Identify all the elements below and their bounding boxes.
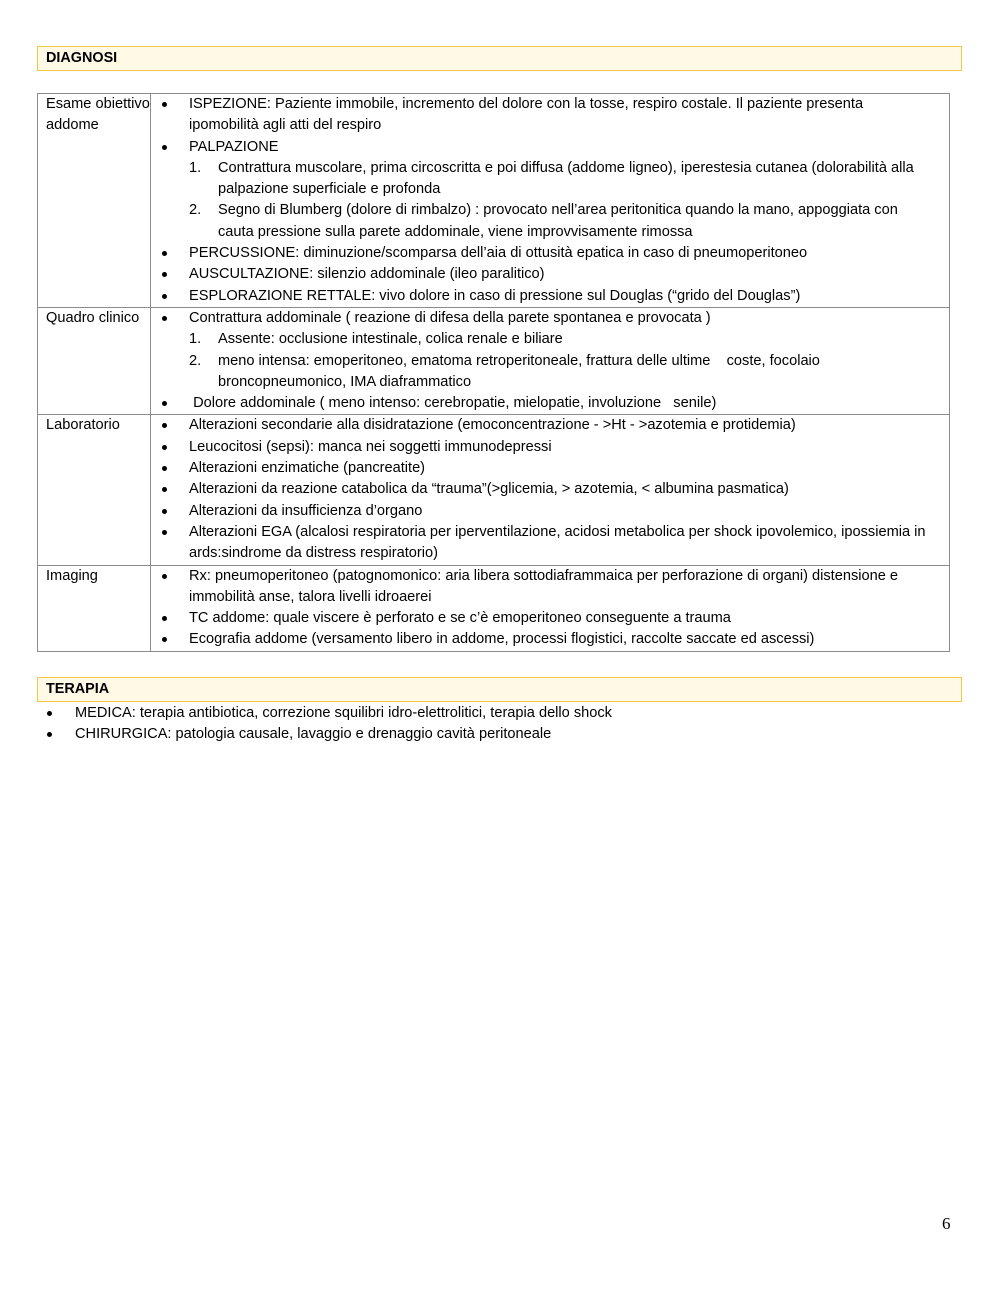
list-item — [151, 501, 935, 522]
table-row — [38, 307, 950, 414]
numbered-item — [151, 329, 935, 350]
bullet-list — [151, 566, 935, 651]
table-row — [38, 415, 950, 565]
row-label: Imaging — [38, 565, 151, 651]
list-item-text: Alterazioni enzimatiche (pancreatite) — [189, 460, 426, 477]
row-content — [151, 94, 950, 308]
list-item-text: Alterazioni da insufficienza d’organo — [189, 502, 423, 519]
diagnosi-header — [37, 46, 962, 71]
list-item-text: PALPAZIONE — [189, 138, 279, 155]
numbered-item-text: meno intensa: emoperitoneo, ematoma retroperitoneale, frattura delle ultime coste, focolaio broncopneumonico, IMA diaframmatico — [218, 352, 824, 390]
list-item — [37, 724, 962, 745]
list-item — [151, 264, 935, 285]
row-content — [151, 565, 950, 651]
list-item-text: MEDICA: terapia antibiotica, correzione squilibri idro-elettrolitici, terapia dello shock — [75, 705, 612, 721]
terapia-header — [37, 677, 962, 702]
numbered-item — [151, 158, 935, 201]
list-item-text: Alterazioni secondarie alla disidratazione (emoconcentrazione - >Ht - >azotemia e protidemia) — [189, 417, 796, 434]
list-item-text: Ecografia addome (versamento libero in addome, processi flogistici, raccolte saccate ed ascessi) — [189, 631, 815, 648]
terapia-list — [37, 703, 962, 746]
list-item — [151, 608, 935, 629]
list-item-text: Alterazioni EGA (alcalosi respiratoria per iperventilazione, acidosi metabolica per shock ipovolemico, ipossiemia in ards:sindrome da distress respiratorio) — [189, 523, 930, 562]
list-item — [151, 437, 935, 458]
list-item — [151, 308, 935, 329]
table-row — [38, 94, 950, 308]
list-item-text: CHIRURGICA: patologia causale, lavaggio e drenaggio cavità peritoneale — [75, 726, 552, 743]
numbered-item — [151, 200, 935, 243]
numbered-list — [151, 329, 935, 393]
bullet-list — [151, 94, 935, 307]
list-item — [151, 415, 935, 436]
row-label: Quadro clinico — [38, 307, 151, 414]
sub-list-wrapper — [151, 158, 935, 243]
list-item — [151, 393, 935, 414]
sub-list-wrapper — [151, 329, 935, 393]
numbered-item-text: Contrattura muscolare, prima circoscritta e poi diffusa (addome ligneo), iperestesia cutanea (dolorabilità alla palpazione superficiale e profonda — [218, 159, 918, 198]
list-item — [151, 243, 935, 264]
numbered-item-text: Segno di Blumberg (dolore di rimbalzo) : provocato nell’area peritonitica quando la mano, appoggiata con cauta pressione sulla parete addominale, viene improvvisamente rimossa — [218, 202, 902, 240]
list-item-text: Alterazioni da reazione catabolica da “trauma”(>glicemia, > azotemia, < albumina pasmatica) — [189, 481, 789, 498]
bullet-list — [151, 308, 935, 414]
diagnosi-title: DIAGNOSI — [46, 50, 118, 66]
numbered-item-text: Assente: occlusione intestinale, colica renale e biliare — [218, 331, 563, 348]
list-item-text: ESPLORAZIONE RETTALE: vivo dolore in caso di pressione sul Douglas (“grido del Douglas”) — [189, 287, 801, 304]
item-number: 2. — [189, 352, 202, 369]
row-content — [151, 415, 950, 565]
item-number: 1. — [189, 159, 202, 176]
list-item-text: TC addome: quale viscere è perforato e se c’è emoperitoneo conseguente a trauma — [189, 610, 731, 627]
terapia-title: TERAPIA — [46, 681, 110, 697]
page-number: 6 — [942, 1214, 951, 1233]
row-content — [151, 307, 950, 414]
list-item — [151, 629, 935, 650]
item-number: 1. — [189, 331, 202, 348]
list-item — [151, 137, 935, 158]
list-item — [151, 479, 935, 500]
row-label: Esame obiettivo addome — [38, 94, 151, 308]
table-row — [38, 565, 950, 651]
list-item-text: Leucocitosi (sepsi): manca nei soggetti immunodepressi — [189, 438, 552, 455]
bullet-list — [151, 415, 935, 564]
numbered-list — [151, 158, 935, 243]
numbered-item — [151, 351, 935, 394]
list-item-text: Contrattura addominale ( reazione di difesa della parete spontanea e provocata ) — [189, 309, 711, 326]
list-item-text: PERCUSSIONE: diminuzione/scomparsa dell’aia di ottusità epatica in caso di pneumoperitoneo — [189, 245, 808, 262]
diagnosi-table — [37, 93, 950, 652]
list-item — [151, 566, 935, 609]
list-item — [151, 458, 935, 479]
list-item — [151, 286, 935, 307]
list-item — [151, 522, 935, 565]
list-item-text: AUSCULTAZIONE: silenzio addominale (ileo paralitico) — [189, 266, 545, 283]
list-item-text: Rx: pneumoperitoneo (patognomonico: aria libera sottodiaframmaica per perforazione di organi) distensione e immobilità anse, talora livelli idroaerei — [189, 567, 903, 605]
row-label: Laboratorio — [38, 415, 151, 565]
list-item-text: Dolore addominale ( meno intenso: cerebropatie, mielopatie, involuzione senile) — [189, 395, 717, 412]
list-item-text: ISPEZIONE: Paziente immobile, incremento del dolore con la tosse, respiro costale. Il paziente presenta ipomobilità agli atti del respiro — [189, 96, 868, 134]
item-number: 2. — [189, 202, 202, 219]
list-item — [151, 94, 935, 137]
list-item — [37, 703, 962, 724]
